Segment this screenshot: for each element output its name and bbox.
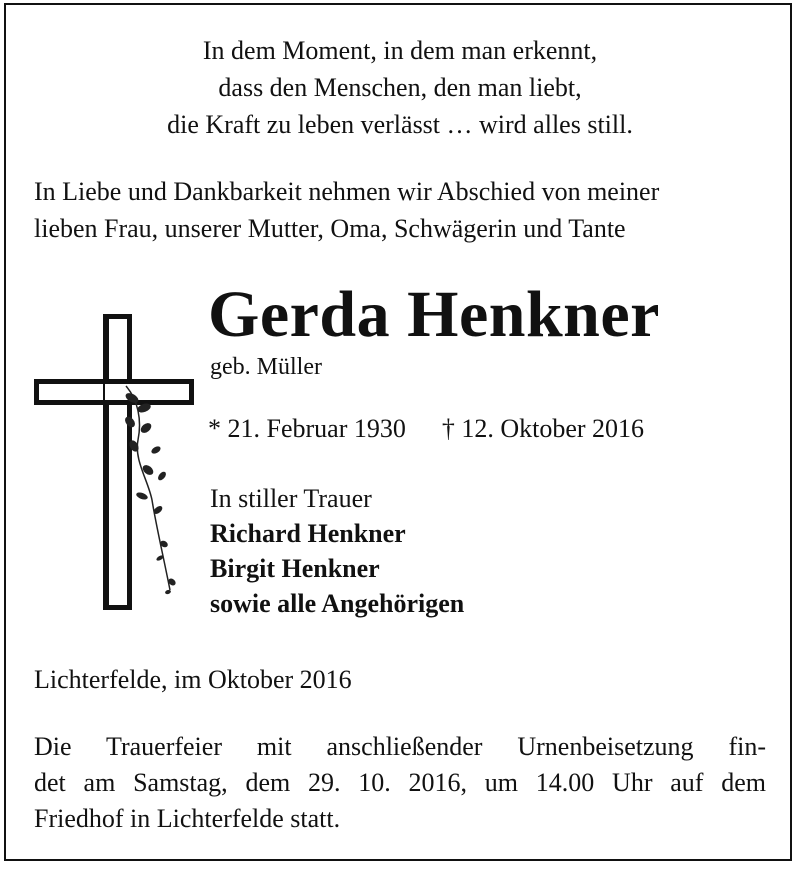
service-line: Friedhof in Lichterfelde statt.	[34, 804, 341, 833]
life-dates	[208, 412, 644, 446]
birth-name: geb. Müller	[210, 354, 322, 380]
mourner-name: Richard Henkner	[210, 519, 406, 548]
cross-icon	[30, 300, 205, 620]
mourners-block	[210, 481, 464, 621]
deceased-name: Gerda Henkner	[208, 278, 660, 351]
birth-date: * 21. Februar 1930	[208, 414, 406, 443]
poem-block	[0, 32, 800, 143]
poem-line: die Kraft zu leben verlässt … wird alles still.	[167, 110, 633, 139]
mourner-name: Birgit Henkner	[210, 554, 380, 583]
service-line: det am Samstag, dem 29. 10. 2016, um 14.00 Uhr auf dem	[34, 768, 766, 797]
mourner-name: sowie alle Angehörigen	[210, 589, 465, 618]
mourners-heading: In stiller Trauer	[210, 484, 372, 513]
intro-text	[34, 173, 774, 247]
poem-line: In dem Moment, in dem man erkennt,	[202, 36, 598, 65]
place-date: Lichterfelde, im Oktober 2016	[34, 665, 352, 694]
poem-line: dass den Menschen, den man liebt,	[218, 73, 582, 102]
intro-line: In Liebe und Dankbarkeit nehmen wir Abschied von meiner	[34, 177, 660, 206]
service-info	[34, 729, 766, 837]
intro-line: lieben Frau, unserer Mutter, Oma, Schwägerin und Tante	[34, 214, 626, 243]
death-date: † 12. Oktober 2016	[441, 414, 645, 443]
service-line: Die Trauerfeier mit anschließender Urnenbeisetzung fin-	[34, 732, 766, 761]
